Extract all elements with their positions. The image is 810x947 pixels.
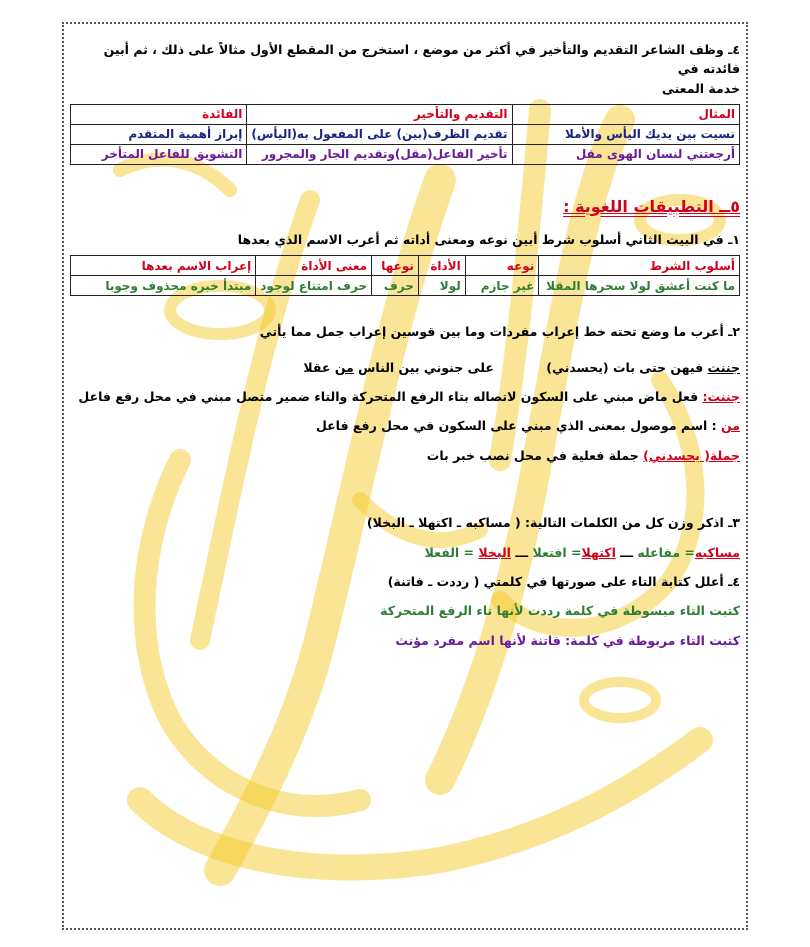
worksheet-content: [70, 40, 740, 650]
answer-line: [70, 416, 740, 435]
question-4b-text: ٤ـ أعلل كتابة التاء على صورتها في كلمتي ( رددت ـ فاتنة): [387, 573, 740, 589]
table-cell: حرف امتناع لوجود: [256, 276, 372, 296]
verse-line: [70, 358, 740, 377]
answer-text: فعل ماض مبني على السكون لاتصاله بتاء الرفع المتحركة والتاء ضمير متصل مبني في محل رفع فاعل: [78, 389, 703, 405]
answer-line: كتبت التاء مربوطة في كلمة: فاتنة لأنها اسم مفرد مؤنث: [395, 632, 740, 648]
table-cell: تقديم الظرف(بين) على المفعول به(اليأس): [247, 125, 512, 145]
weights-line: [70, 543, 740, 562]
table-header-cell: معنى الأداة: [256, 256, 372, 276]
table-cell: إبراز أهمية المتقدم: [71, 125, 247, 145]
question-4-line2: خدمة المعنى: [661, 80, 740, 96]
table-row: [71, 145, 740, 165]
weight-word: البخلا: [478, 544, 511, 560]
table-row: [71, 125, 740, 145]
table-header-cell: أسلوب الشرط: [539, 256, 740, 276]
table-cell: لولا: [418, 276, 465, 296]
verse-word-underlined: جننت: [707, 359, 740, 375]
answer-label: جملة( يحسدني): [643, 447, 740, 463]
weight-word: مساكبه: [694, 544, 740, 560]
verse-word-underlined: من: [334, 359, 354, 375]
table-cell: تأخير الفاعل(مقل)وتقديم الجار والمجرور: [247, 145, 512, 165]
table-cell: حرف: [372, 276, 419, 296]
weight-word: اكتهلا: [581, 544, 616, 560]
question-3-text: ٣ـ اذكر وزن كل من الكلمات التالية: ( مساكبه ـ اكتهلا ـ البخلا): [366, 515, 740, 531]
question-2-text: ٢ـ أعرب ما وضع تحته خط إعراب مفردات وما بين قوسين إعراب جمل مما يأتي: [259, 324, 740, 340]
table-row: [71, 276, 740, 296]
table-header-row: [71, 105, 740, 125]
separator: ـــ: [620, 544, 634, 560]
weight-value: = مفاعله: [637, 544, 695, 560]
answer-label: جننت:: [702, 389, 740, 405]
table-header-cell: الأداة: [418, 256, 465, 276]
table-cell: التشويق للفاعل المتأخر: [71, 145, 247, 165]
answer-text: جملة فعلية في محل نصب خبر بات: [426, 447, 644, 463]
weight-value: = الفعلا: [424, 544, 479, 560]
answer-text: : اسم موصول بمعنى الذي مبني على السكون في محل رفع فاعل: [315, 418, 721, 434]
table-header-row: [71, 256, 740, 276]
answer-line: [70, 446, 740, 465]
table-cell: ما كنت أعشق لولا سحرها المقلا: [539, 276, 740, 296]
table-header-cell: التقديم والتأخير: [247, 105, 512, 125]
question-4-line1: ٤ـ وظف الشاعر التقديم والتأخير في أكثر من موضع ، استخرج من المقطع الأول مثالاً على ذلك ، ثم أبين فائدته في: [103, 42, 740, 77]
table-cell: غير جازم: [465, 276, 539, 296]
table-cell: مبتدأ خبره محذوف وجوبا: [71, 276, 256, 296]
question-4-text: [70, 40, 740, 98]
condition-table: [70, 255, 740, 296]
verse-part-b-pre: على جنوني بين الناس: [353, 359, 494, 375]
question-1-text: ١ـ في البيت الثاني أسلوب شرط أبين نوعه ومعنى أداته ثم أعرب الاسم الذي بعدها: [237, 231, 740, 247]
table-cell: نسيت بين يديك اليأس والأملا: [512, 125, 739, 145]
table-header-cell: نوعه: [465, 256, 539, 276]
table-header-cell: نوعها: [372, 256, 419, 276]
verse-part-a: فيهن حتى بات (يحسدني): [546, 359, 708, 375]
table-header-cell: الفائدة: [71, 105, 247, 125]
verse-part-b-post: عقلا: [303, 359, 335, 375]
separator: ـــ: [515, 544, 529, 560]
answer-label: من: [721, 418, 740, 434]
table-cell: أرجعتني لنسان الهوى مقل: [512, 145, 739, 165]
devices-table: [70, 104, 740, 165]
table-header-cell: المثال: [512, 105, 739, 125]
answer-line: كتبت التاء مبسوطة في كلمة رددت لأنها تاء الرفع المتحركة: [380, 603, 740, 619]
section-title: ٥ــ التطبيقات اللغوية :: [563, 197, 740, 217]
answer-line: [70, 387, 740, 406]
weight-value: = افتعلا: [532, 544, 582, 560]
table-header-cell: إعراب الاسم بعدها: [71, 256, 256, 276]
